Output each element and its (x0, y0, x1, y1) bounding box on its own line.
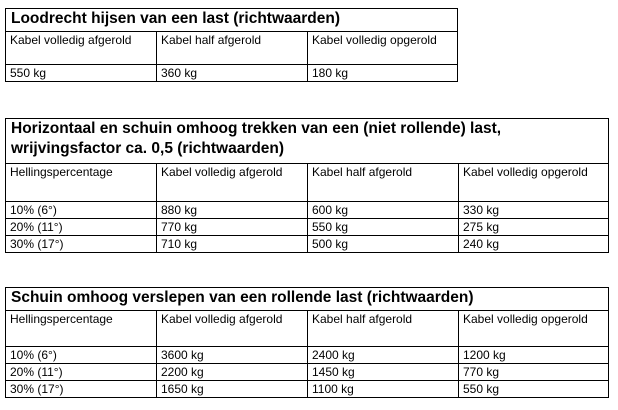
table-cell: 550 kg (6, 65, 157, 82)
column-header: Kabel half afgerold (157, 32, 308, 65)
table-cell: 240 kg (459, 236, 609, 253)
column-header: Kabel volledig afgerold (157, 311, 308, 347)
column-header: Kabel volledig afgerold (6, 32, 157, 65)
table-cell: 1650 kg (157, 381, 308, 398)
table-cell: 770 kg (459, 364, 609, 381)
rolling-load-table (5, 287, 609, 398)
table-cell: 550 kg (308, 219, 459, 236)
table-cell: 770 kg (157, 219, 308, 236)
column-header: Kabel half afgerold (308, 164, 459, 202)
table-cell: 710 kg (157, 236, 308, 253)
table-row (6, 364, 609, 381)
table-cell: 10% (6°) (6, 347, 157, 364)
column-header: Hellingspercentage (6, 311, 157, 347)
column-header: Kabel half afgerold (308, 311, 459, 347)
table-cell: 2200 kg (157, 364, 308, 381)
table-cell: 20% (11°) (6, 219, 157, 236)
table-cell: 1200 kg (459, 347, 609, 364)
table-cell: 180 kg (308, 65, 458, 82)
table-row (6, 236, 609, 253)
table-cell: 10% (6°) (6, 202, 157, 219)
table-title: Loodrecht hijsen van een last (richtwaarden) (6, 9, 458, 32)
table-title (6, 119, 609, 164)
table-cell: 880 kg (157, 202, 308, 219)
table-cell: 550 kg (459, 381, 609, 398)
table-cell: 275 kg (459, 219, 609, 236)
table-cell: 2400 kg (308, 347, 459, 364)
table-row (6, 65, 458, 82)
column-header: Hellingspercentage (6, 164, 157, 202)
column-header: Kabel volledig afgerold (157, 164, 308, 202)
column-header: Kabel volledig opgerold (308, 32, 458, 65)
table-cell: 360 kg (157, 65, 308, 82)
table-row (6, 381, 609, 398)
horizontal-pull-table (5, 118, 609, 253)
table-cell: 30% (17°) (6, 236, 157, 253)
table-row (6, 202, 609, 219)
table-cell: 500 kg (308, 236, 459, 253)
table-title: Schuin omhoog verslepen van een rollende last (richtwaarden) (6, 288, 609, 311)
table-row (6, 347, 609, 364)
vertical-lift-table (5, 8, 458, 82)
table-row (6, 219, 609, 236)
table-cell: 600 kg (308, 202, 459, 219)
title-line-1: Horizontaal en schuin omhoog trekken van een (niet rollende) last, (11, 120, 502, 137)
table-cell: 20% (11°) (6, 364, 157, 381)
table-cell: 1450 kg (308, 364, 459, 381)
table-cell: 330 kg (459, 202, 609, 219)
table-cell: 30% (17°) (6, 381, 157, 398)
column-header: Kabel volledig opgerold (459, 164, 609, 202)
table-cell: 1100 kg (308, 381, 459, 398)
column-header: Kabel volledig opgerold (459, 311, 609, 347)
table-cell: 3600 kg (157, 347, 308, 364)
title-line-2: wrijvingsfactor ca. 0,5 (richtwaarden) (11, 140, 285, 157)
